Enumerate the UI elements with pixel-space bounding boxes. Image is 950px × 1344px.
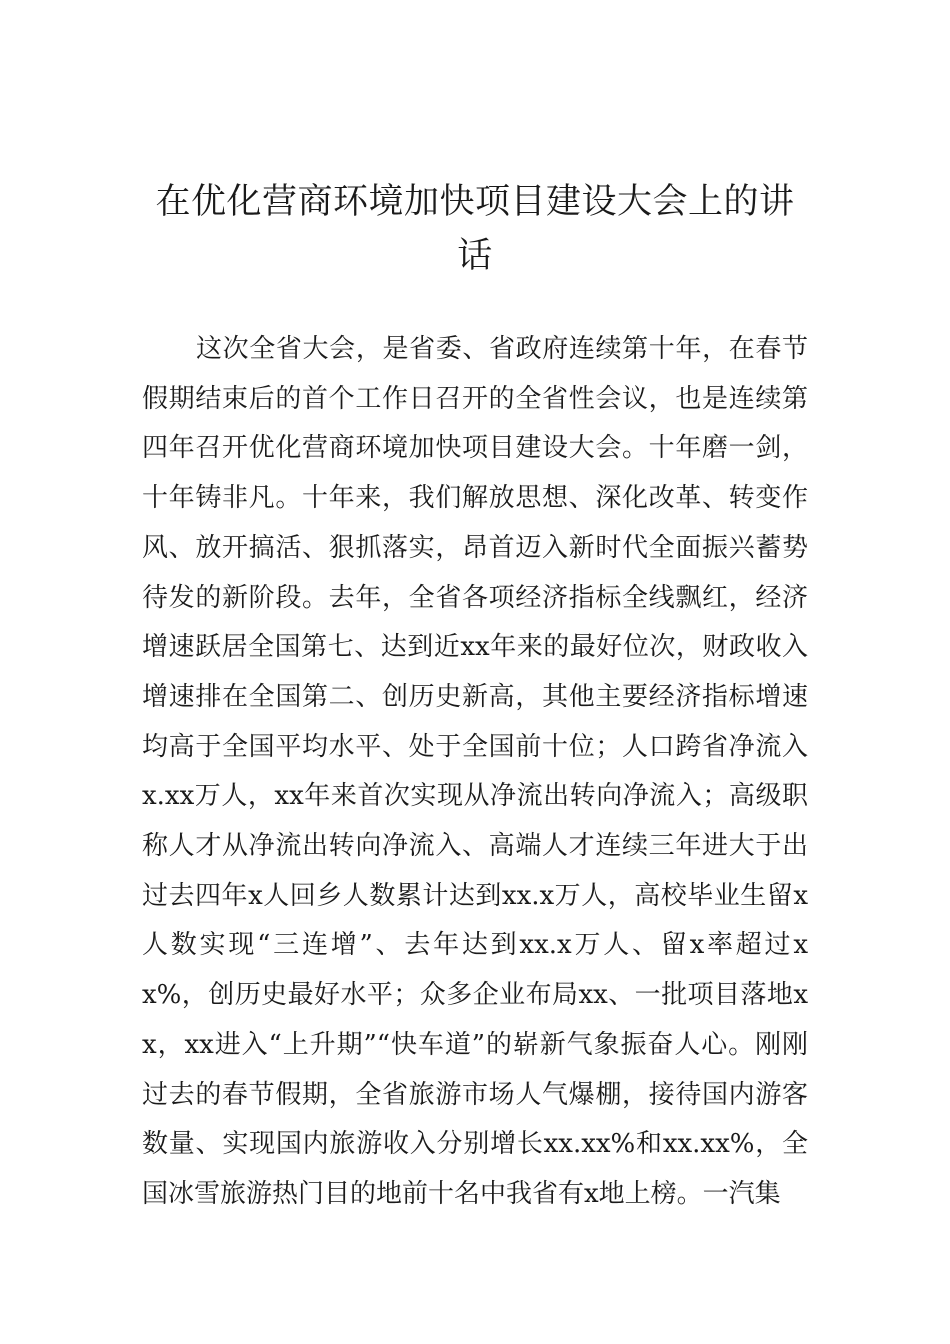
- body-paragraph: 这次全省大会，是省委、省政府连续第十年，在春节假期结束后的首个工作日召开的全省性会议，也是连续第四年召开优化营商环境加快项目建设大会。十年磨一剑，十年铸非凡。十年来，我们解放思想、深化改革、转变作风、放开搞活、狠抓落实，昂首迈入新时代全面振兴蓄势待发的新阶段。去年，全省各项经济指标全线飘红，经济增速跃居全国第七、达到近xx年来的最好位次，财政收入增速排在全国第二、创历史新高，其他主要经济指标增速均高于全国平均水平、处于全国前十位；人口跨省净流入x.xx万人，xx年来首次实现从净流出转向净流入；高级职称人才从净流出转向净流入、高端人才连续三年进大于出过去四年x人回乡人数累计达到xx.x万人，高校毕业生留x人数实现“三连增”、去年达到xx.x万人、留x率超过xx%，创历史最好水平；众多企业布局xx、一批项目落地xx，xx进入“上升期”“快车道”的崭新气象振奋人心。刚刚过去的春节假期，全省旅游市场人气爆棚，接待国内游客数量、实现国内旅游收入分别增长xx.xx%和xx.xx%，全国冰雪旅游热门目的地前十名中我省有x地上榜。一汽集: [142, 334, 808, 1209]
- document-title: 在优化营商环境加快项目建设大会上的讲话: [155, 182, 795, 276]
